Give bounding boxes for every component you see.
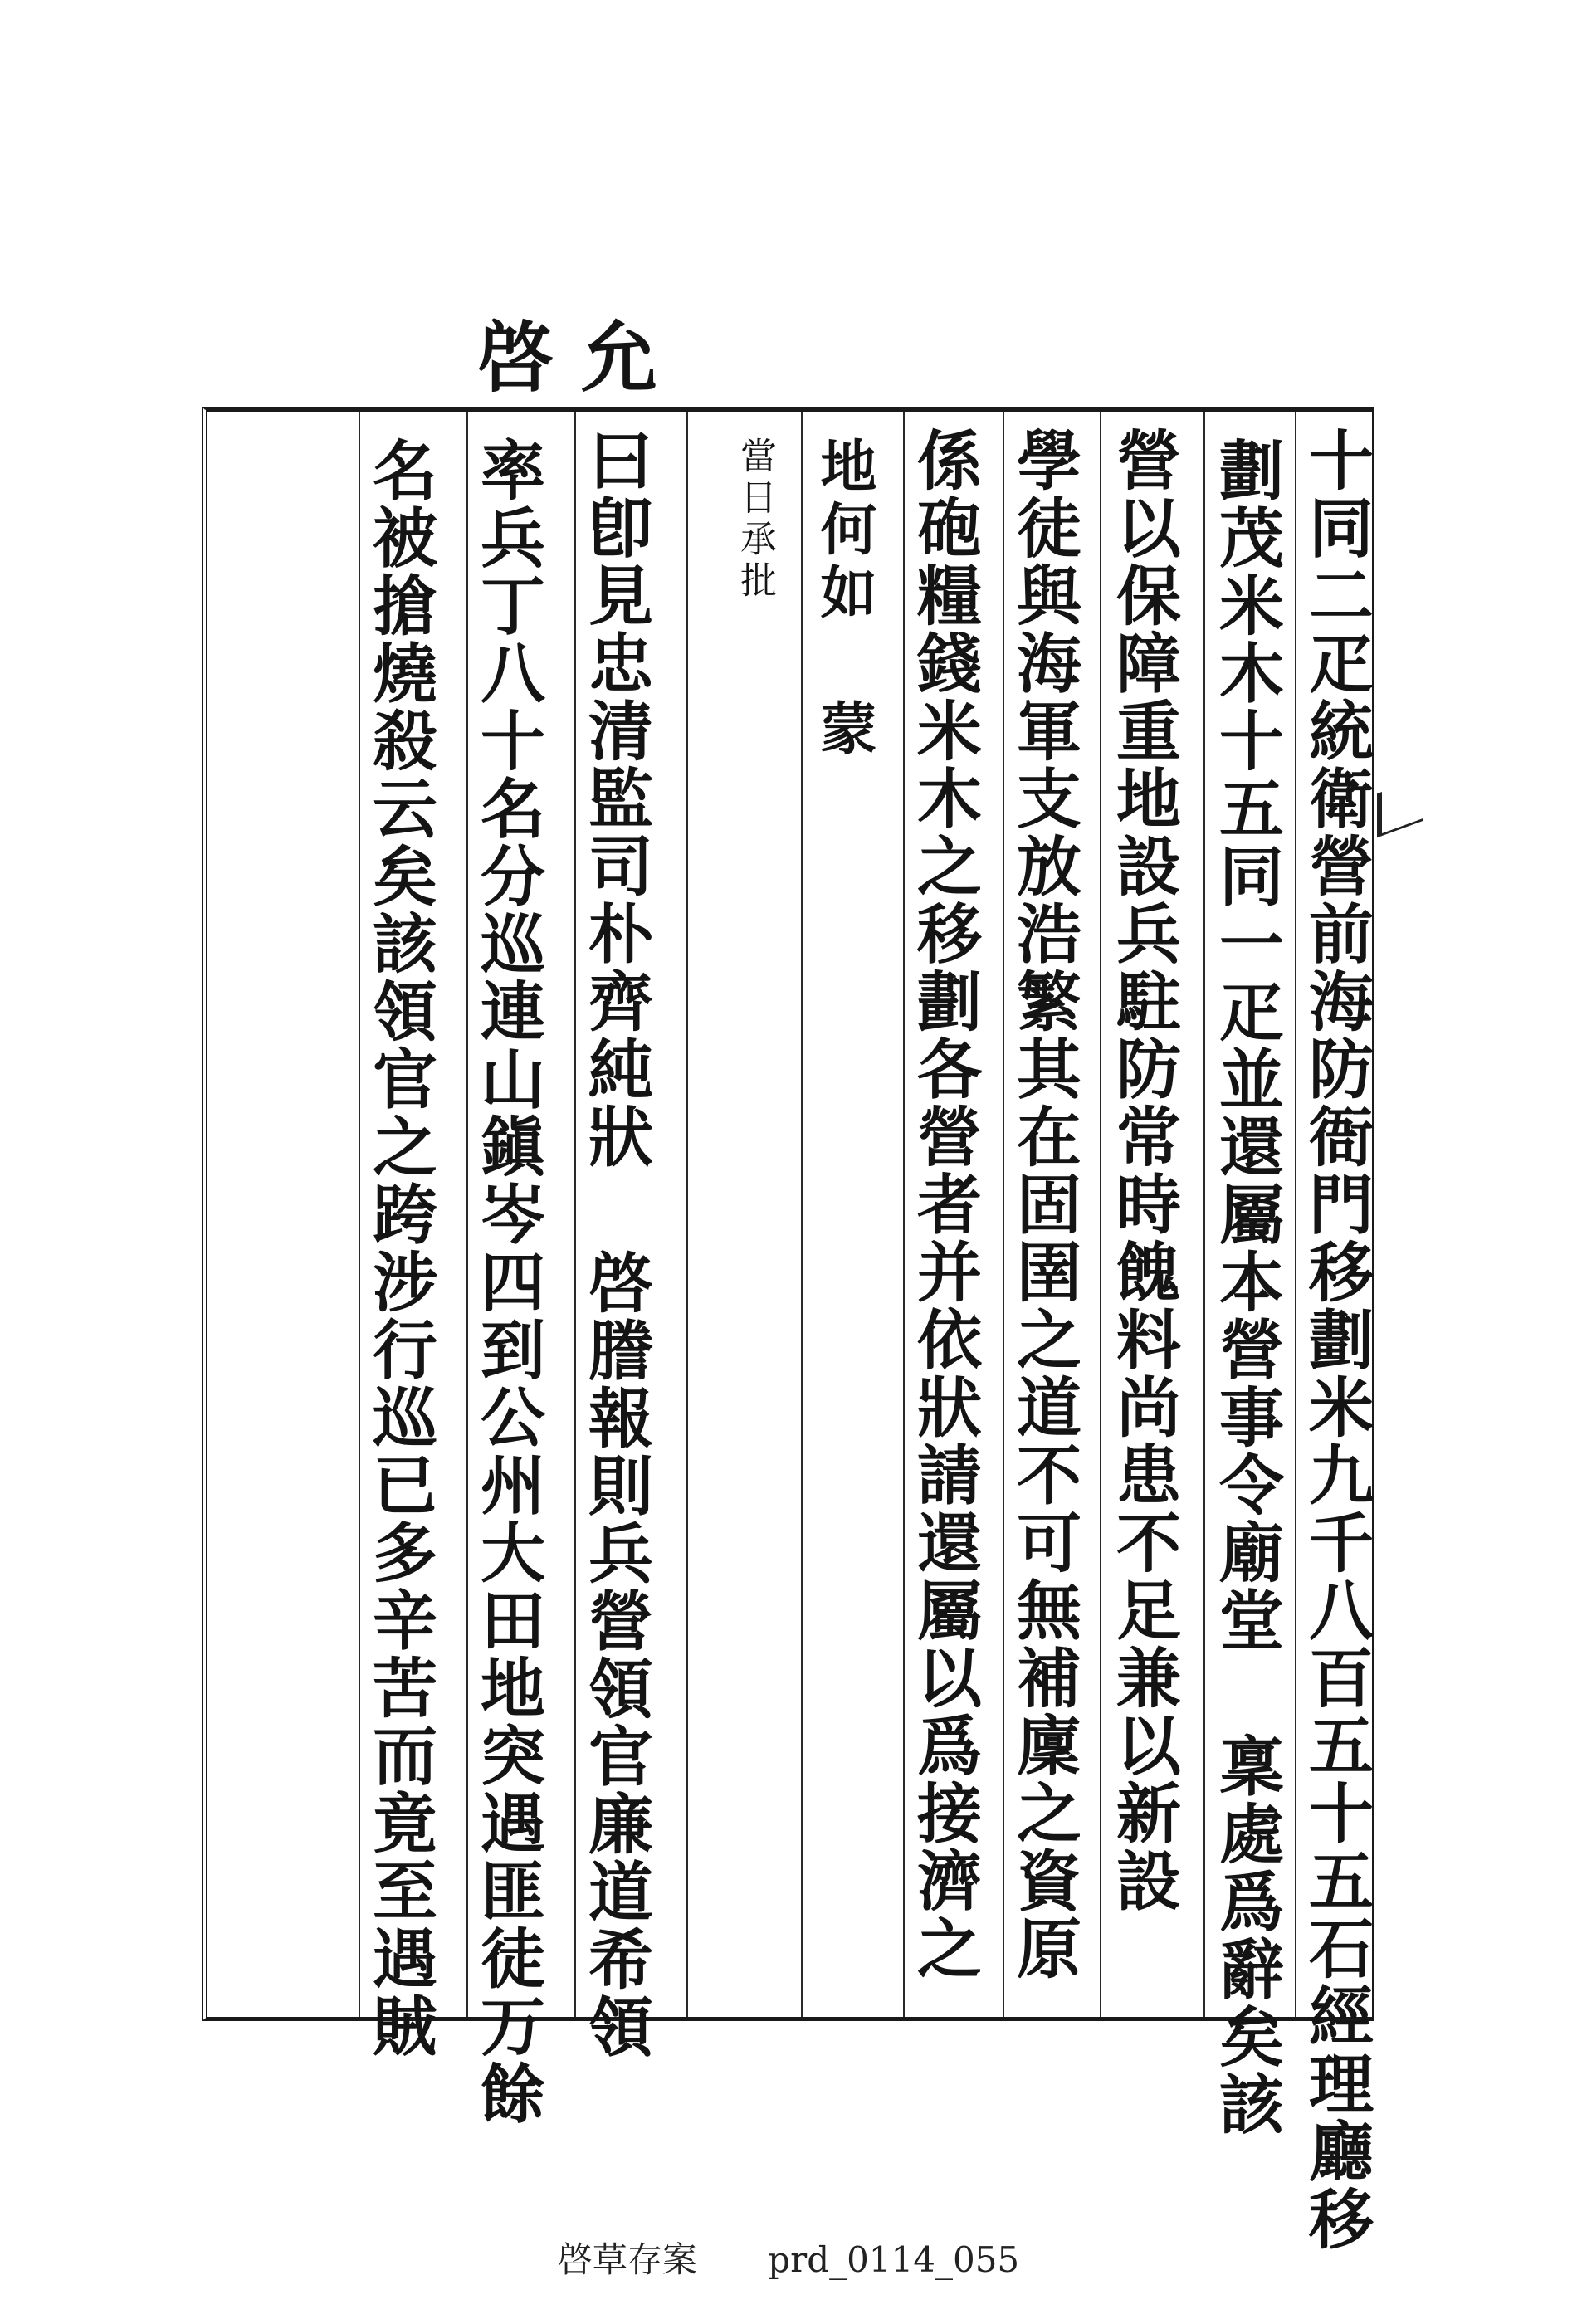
text-column-7: 當日承批 — [734, 437, 776, 603]
column-rule — [903, 412, 905, 2017]
text-column-10: 名被搶燒殺云矣該領官之跨涉行巡已多辛苦而竟至遇賊 — [362, 437, 437, 2060]
footer-title: 啓草存案 — [557, 2239, 697, 2280]
fold-mark-icon — [1377, 777, 1423, 837]
column-rule — [1003, 412, 1004, 2017]
footer-code: prd_0114_055 — [768, 2239, 1020, 2280]
header-mark-right: 允 — [581, 313, 658, 403]
column-rule — [1204, 412, 1205, 2017]
page-footer — [0, 2233, 1577, 2282]
text-column-6: 地何如 蒙 — [811, 437, 877, 762]
text-column-9: 率兵丁八十名分巡連山鎭岑四到公州大田地突遇匪徒万餘 — [470, 437, 545, 2128]
column-rule — [574, 412, 576, 2017]
text-column-2: 劃茂米木十五同一疋並還屬本營事令廟堂 稟處爲辭矣該 — [1208, 437, 1284, 2139]
column-rule — [466, 412, 468, 2017]
text-column-3: 營以保障重地設兵駐防常時餽料尚患不足兼以新設 — [1106, 427, 1181, 1915]
text-column-4: 學徒與海軍支放浩繁其在固圉之道不可無補廩之資原 — [1006, 427, 1081, 1983]
column-rule — [1295, 412, 1296, 2017]
column-rule — [801, 412, 803, 2017]
text-column-1: 十同二疋統衛營前海防衙門移劃米九千八百五十五石經理廳移 — [1298, 427, 1374, 2253]
column-rule — [1100, 412, 1101, 2017]
text-frame — [202, 407, 1374, 2253]
column-rule — [359, 412, 360, 2017]
header-mark-left: 啓 — [477, 313, 554, 403]
text-column-5: 係砲糧錢米木之移劃各營者并依狀請還屬以爲接濟之 — [906, 427, 982, 1983]
column-rule — [686, 412, 688, 2017]
text-column-8: 曰卽見忠清監司朴齊純狀 啓謄報則兵營領官廉道希領 — [578, 427, 653, 2061]
